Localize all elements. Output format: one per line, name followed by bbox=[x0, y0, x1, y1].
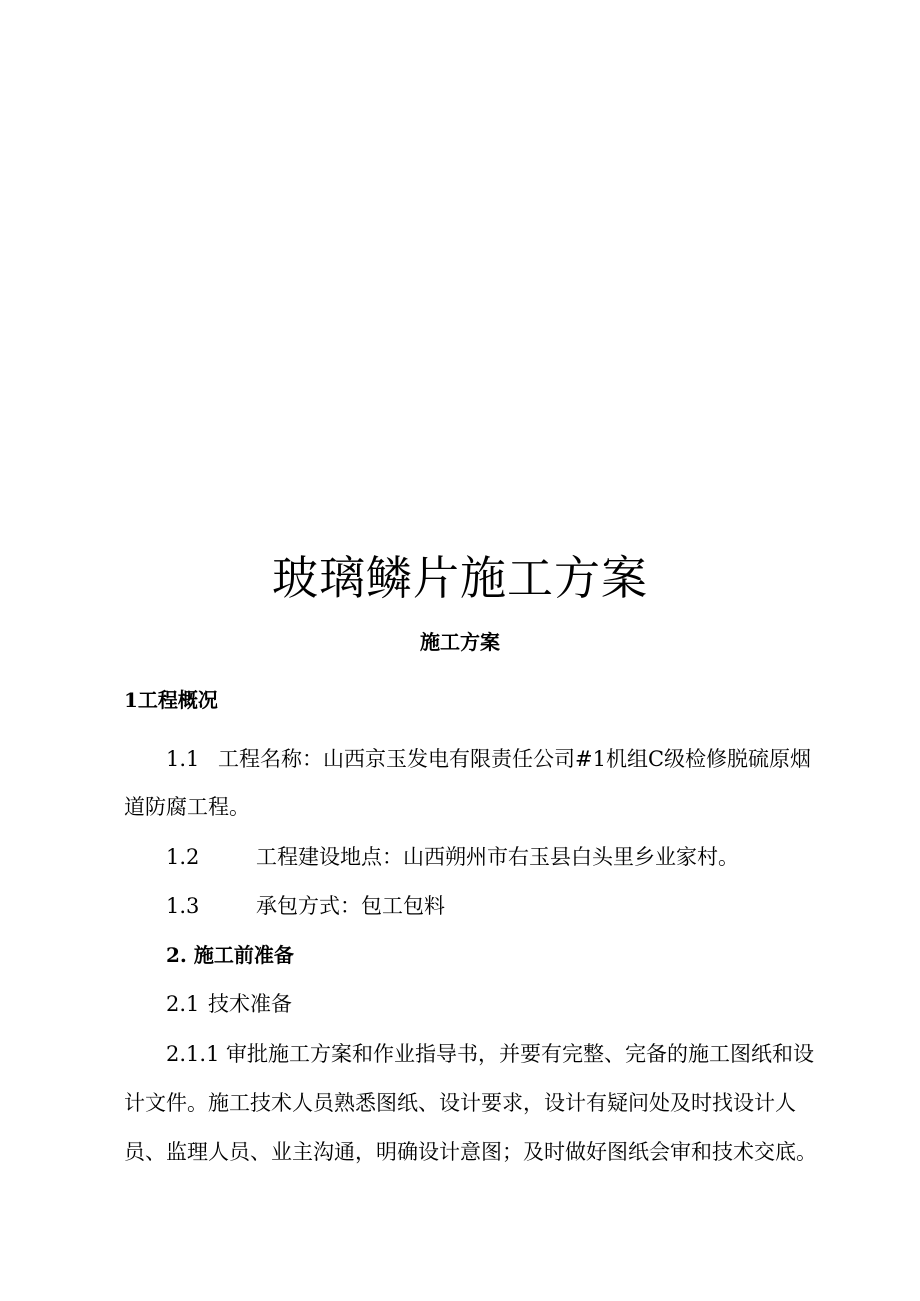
item-1-3-text: 承包方式：包工包料 bbox=[256, 894, 445, 918]
item-2-1 bbox=[166, 989, 292, 1019]
item-2-1-1 bbox=[166, 1039, 814, 1069]
item-1-3-number: 1.3 bbox=[166, 894, 200, 918]
item-1-1-continued: 道防腐工程。 bbox=[124, 795, 250, 819]
item-2-1-text: 技术准备 bbox=[208, 992, 292, 1016]
item-1-3 bbox=[166, 891, 445, 921]
section-1-heading: 1工程概况 bbox=[124, 688, 218, 712]
document-subtitle: 施工方案 bbox=[420, 630, 500, 654]
item-2-1-1-line2: 计文件。施工技术人员熟悉图纸、设计要求，设计有疑问处及时找设计人 bbox=[124, 1091, 796, 1115]
item-2-1-1-line3: 员、监理人员、业主沟通，明确设计意图；及时做好图纸会审和技术交底。 bbox=[124, 1140, 817, 1164]
item-1-2-number: 1.2 bbox=[166, 845, 200, 869]
item-1-2 bbox=[166, 842, 739, 872]
item-1-1 bbox=[166, 744, 811, 774]
section-2-heading: 2. 施工前准备 bbox=[166, 943, 294, 967]
item-1-1-number: 1.1 bbox=[166, 747, 200, 771]
document-title: 玻璃鳞片施工方案 bbox=[272, 551, 648, 605]
item-2-1-1-text-line1: 审批施工方案和作业指导书，并要有完整、完备的施工图纸和设 bbox=[226, 1042, 814, 1066]
item-1-2-text: 工程建设地点：山西朔州市右玉县白头里乡业家村。 bbox=[256, 845, 739, 869]
item-2-1-number: 2.1 bbox=[166, 992, 200, 1016]
item-2-1-1-number: 2.1.1 bbox=[166, 1042, 220, 1066]
item-1-1-text-line1: 工程名称：山西京玉发电有限责任公司#1机组C级检修脱硫原烟 bbox=[218, 747, 812, 771]
